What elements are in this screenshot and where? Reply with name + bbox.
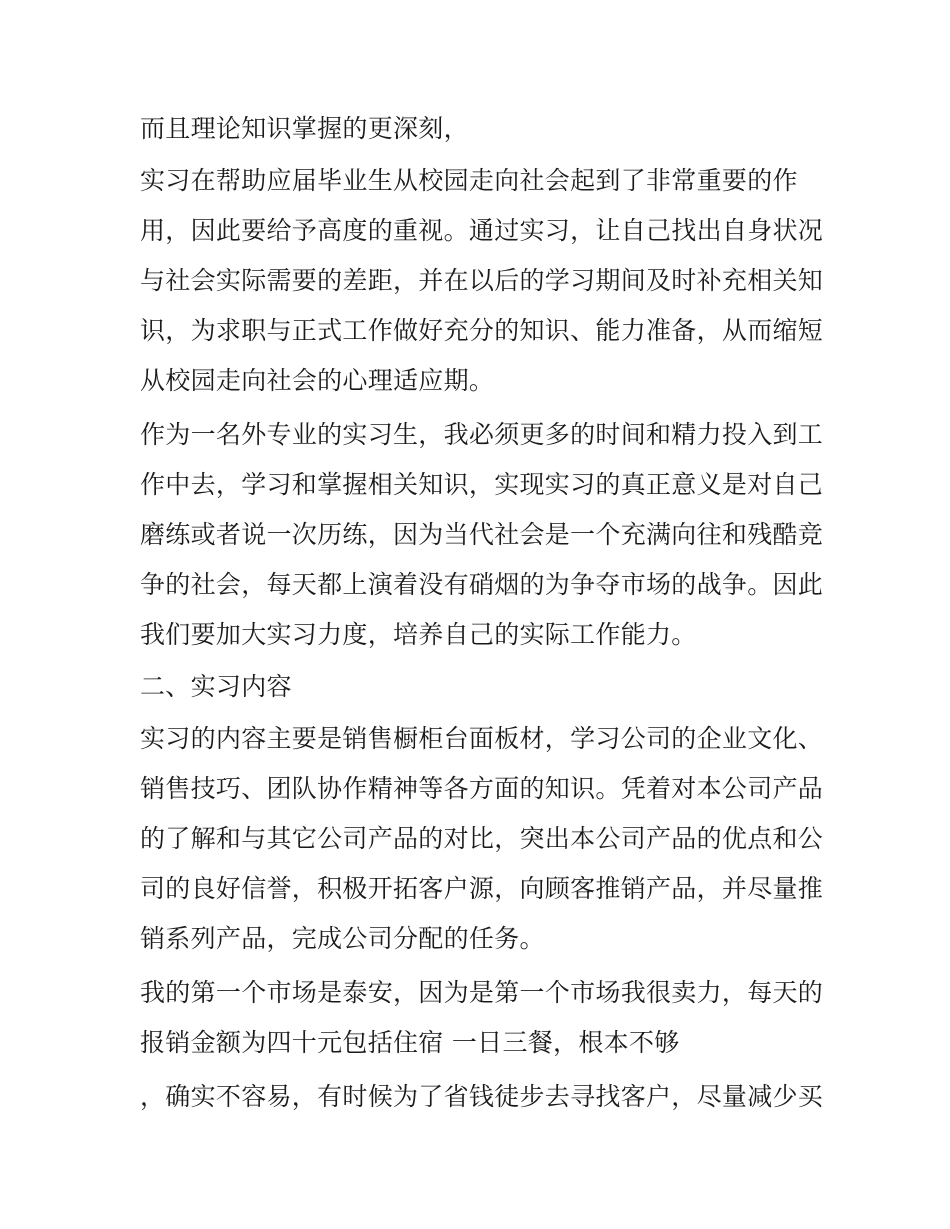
section-heading: 二、实习内容: [140, 672, 292, 701]
text-line: 用，因此要给予高度的重视。通过实习，让自己找出自身状况: [140, 216, 824, 245]
text-line: 作中去，学习和掌握相关知识，实现实习的真正意义是对自己: [140, 470, 824, 499]
text-line: 的了解和与其它公司产品的对比，突出本公司产品的优点和公: [140, 824, 824, 853]
text-line: 销售技巧、团队协作精神等各方面的知识。凭着对本公司产品: [140, 774, 824, 803]
text-line: 作为一名外专业的实习生，我必须更多的时间和精力投入到工: [140, 420, 824, 449]
text-line: 实习在帮助应届毕业生从校园走向社会起到了非常重要的作: [140, 166, 798, 195]
text-line: 司的良好信誉，积极开拓客户源，向顾客推销产品，并尽量推: [140, 874, 824, 903]
text-line: 报销金额为四十元包括住宿 一日三餐，根本不够: [140, 1028, 680, 1057]
text-line: 销系列产品，完成公司分配的任务。: [140, 924, 545, 953]
text-line: 实习的内容主要是销售橱柜台面板材，学习公司的企业文化、: [140, 724, 824, 753]
text-line: 争的社会，每天都上演着没有硝烟的为争夺市场的战争。因此: [140, 570, 824, 599]
text-line: 而且理论知识掌握的更深刻，: [140, 114, 469, 143]
text-line: 磨练或者说一次历练，因为当代社会是一个充满向往和残酷竞: [140, 520, 824, 549]
text-line: 从校园走向社会的心理适应期。: [140, 366, 495, 395]
text-line: 与社会实际需要的差距，并在以后的学习期间及时补充相关知: [140, 266, 824, 295]
text-line: 识，为求职与正式工作做好充分的知识、能力准备，从而缩短: [140, 316, 824, 345]
text-line: 我们要加大实习力度，培养自己的实际工作能力。: [140, 620, 697, 649]
text-line: 我的第一个市场是泰安，因为是第一个市场我很卖力，每天的: [140, 978, 824, 1007]
text-line: ，确实不容易，有时候为了省钱徒步去寻找客户，尽量减少买: [140, 1082, 824, 1111]
